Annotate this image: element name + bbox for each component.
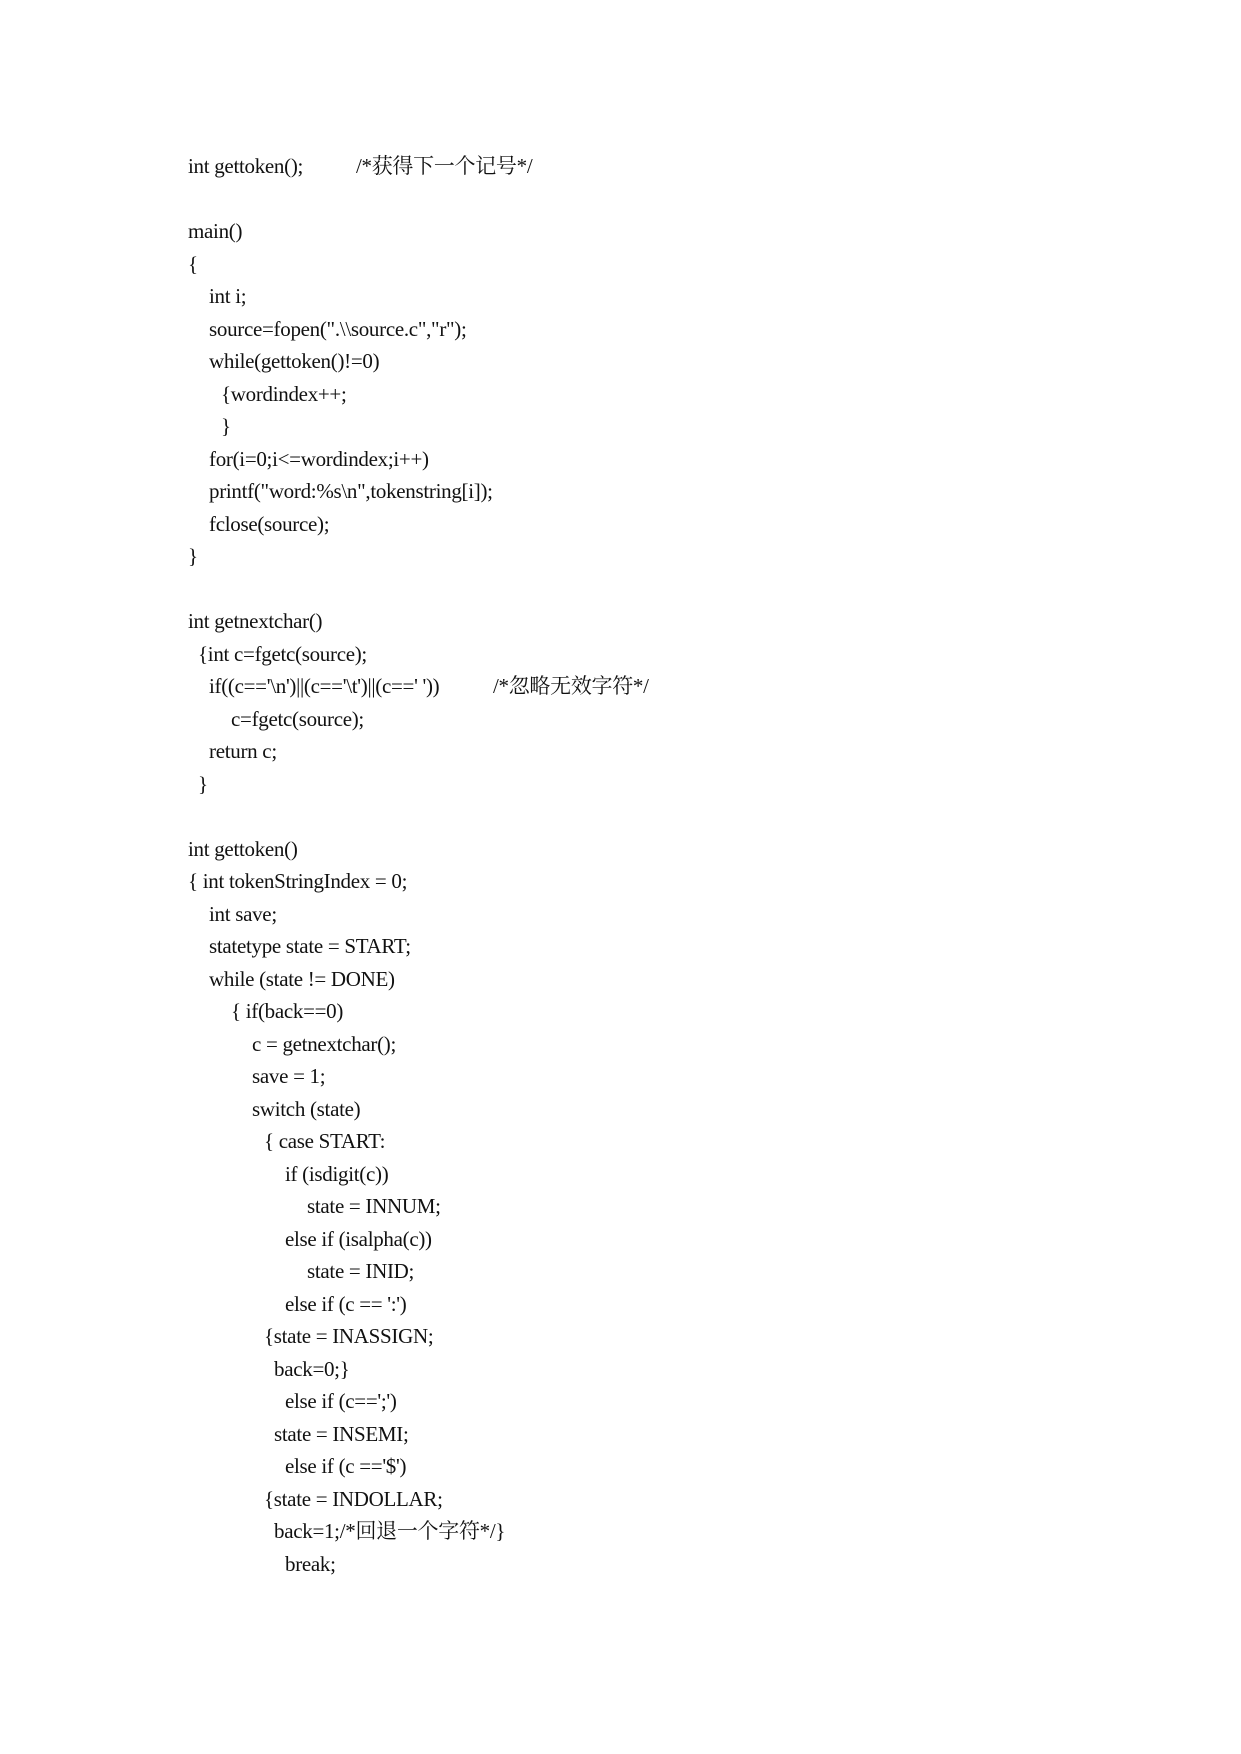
code-text: switch (state) [252, 1096, 361, 1121]
code-line [188, 1093, 1188, 1126]
code-text: int getnextchar() [188, 609, 323, 633]
code-text: {state = INASSIGN; [264, 1324, 434, 1348]
code-text: else if (c == ':') [285, 1291, 407, 1316]
code-line [188, 345, 1188, 378]
code-line [188, 443, 1188, 476]
code-line [188, 1450, 1188, 1483]
code-line [188, 1060, 1188, 1093]
code-text: break; [285, 1551, 336, 1576]
code-line [188, 768, 1188, 801]
code-text: for(i=0;i<=wordindex;i++) [209, 446, 429, 471]
code-text: statetype state = START; [209, 934, 411, 958]
code-line [188, 963, 1188, 996]
code-line [188, 540, 1188, 573]
code-text: else if (isalpha(c)) [285, 1226, 432, 1251]
code-line [188, 735, 1188, 768]
code-line [188, 670, 1188, 703]
blank-line [188, 183, 1188, 216]
code-text: while (state != DONE) [209, 966, 395, 991]
code-line [188, 898, 1188, 931]
code-line [188, 1353, 1188, 1386]
code-text: printf("word:%s\n",tokenstring[i]); [209, 479, 493, 503]
code-line [188, 508, 1188, 541]
code-line [188, 313, 1188, 346]
code-text: int save; [209, 901, 277, 926]
code-text: {wordindex++; [221, 381, 347, 406]
code-comment: /*获得下一个记号*/ [356, 154, 533, 178]
code-text: int gettoken() [188, 836, 298, 861]
code-text: state = INNUM; [307, 1194, 441, 1218]
code-text: { case START: [264, 1129, 386, 1153]
code-line [188, 410, 1188, 443]
code-line [188, 1288, 1188, 1321]
code-text: { if(back==0) [231, 999, 344, 1023]
code-line [188, 1515, 1188, 1548]
code-text: { [188, 251, 198, 276]
code-line [188, 1483, 1188, 1516]
code-line [188, 1158, 1188, 1191]
code-text: save = 1; [252, 1064, 326, 1088]
code-text: while(gettoken()!=0) [209, 349, 380, 373]
code-text: if (isdigit(c)) [285, 1161, 389, 1186]
code-text: if((c=='\n')||(c=='\t')||(c==' ')) [209, 674, 440, 698]
code-text: int gettoken(); [188, 154, 304, 178]
code-line [188, 995, 1188, 1028]
code-line [188, 280, 1188, 313]
code-line [188, 1255, 1188, 1288]
code-text: c=fgetc(source); [231, 706, 364, 731]
code-text: else if (c =='$') [285, 1454, 407, 1478]
code-line [188, 150, 1188, 183]
code-line [188, 1385, 1188, 1418]
code-line [188, 215, 1188, 248]
code-text: {state = INDOLLAR; [264, 1486, 443, 1511]
code-text: back=0;} [274, 1356, 350, 1381]
code-text: } [198, 771, 208, 796]
code-text: } [188, 544, 198, 568]
code-line [188, 1320, 1188, 1353]
code-comment: /*忽略无效字符*/ [493, 674, 649, 698]
code-line [188, 703, 1188, 736]
code-line [188, 1190, 1188, 1223]
code-line [188, 605, 1188, 638]
code-text: int i; [209, 284, 247, 308]
code-text: c = getnextchar(); [252, 1031, 397, 1056]
code-line [188, 865, 1188, 898]
code-text: state = INID; [307, 1259, 415, 1283]
code-text: { int tokenStringIndex = 0; [188, 869, 408, 893]
code-line [188, 378, 1188, 411]
code-line [188, 248, 1188, 281]
code-text: state = INSEMI; [274, 1421, 409, 1446]
code-line [188, 833, 1188, 866]
code-text: return c; [209, 739, 277, 763]
code-line [188, 1223, 1188, 1256]
code-line [188, 1418, 1188, 1451]
code-line [188, 1548, 1188, 1581]
code-listing [188, 150, 1188, 1580]
code-line [188, 638, 1188, 671]
code-line [188, 475, 1188, 508]
blank-line [188, 800, 1188, 833]
code-text: fclose(source); [209, 511, 330, 536]
code-text: {int c=fgetc(source); [198, 641, 367, 666]
code-line [188, 1028, 1188, 1061]
code-line [188, 930, 1188, 963]
code-text: else if (c==';') [285, 1389, 397, 1413]
code-line [188, 1125, 1188, 1158]
blank-line [188, 573, 1188, 606]
code-text: main() [188, 219, 243, 243]
code-text: } [221, 414, 231, 438]
code-text: back=1;/*回退一个字符*/} [274, 1519, 506, 1543]
code-text: source=fopen(".\\source.c","r"); [209, 316, 467, 341]
